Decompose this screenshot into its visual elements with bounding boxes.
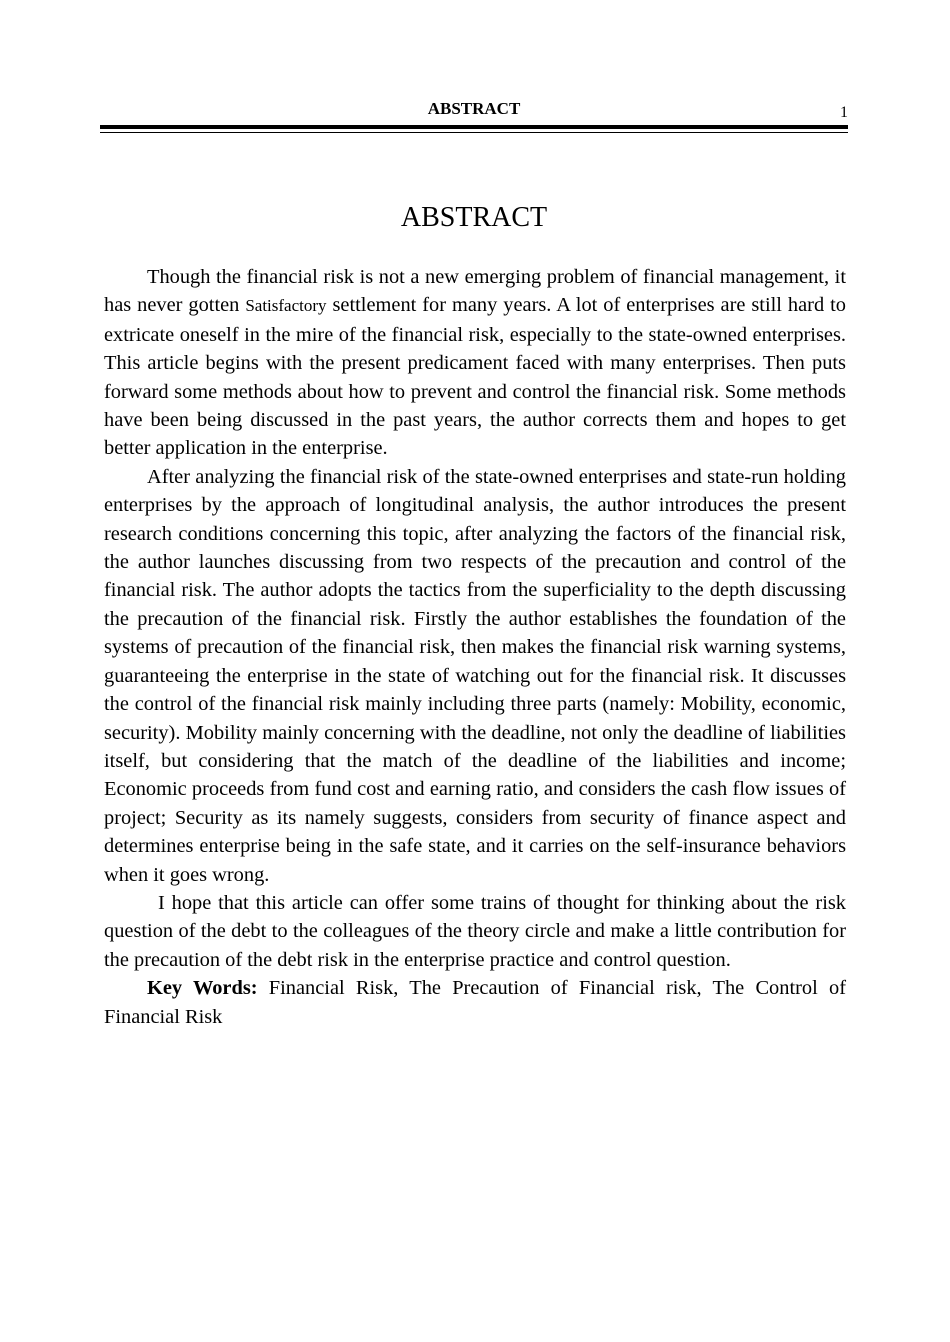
abstract-body bbox=[104, 263, 846, 1031]
header-rule-thin bbox=[100, 132, 848, 133]
page-number: 1 bbox=[840, 104, 848, 121]
abstract-paragraph-2: After analyzing the financial risk of the state-owned enterprises and state-run holding enterprises by the approach of longitudinal analysis, the author introduces the present research conditions concerning this topic, after analyzing the factors of the financial risk, the author launches discussing from two respects of the precaution and control of the financial risk. The author adopts the tactics from the superficiality to the depth discussing the precaution of the financial risk. Firstly the author establishes the foundation of the systems of precaution of the financial risk, then makes the financial risk warning systems, guaranteeing the enterprise in the state of watching out for the financial risk. It discusses the control of the financial risk mainly including three parts (namely: Mobility, economic, security). Mobility mainly concerning with the deadline, not only the deadline of liabilities itself, but considering that the match of the deadline of the liabilities and income; Economic proceeds from fund cost and earning ratio, and considers the cash flow issues of project; Security as its namely suggests, considers from security of finance aspect and determines enterprise being in the safe state, and it carries on the self-insurance behaviors when it goes wrong. bbox=[104, 465, 846, 886]
keywords-label: Key Words: bbox=[147, 977, 258, 1000]
page-header bbox=[100, 98, 848, 122]
running-title: ABSTRACT bbox=[427, 99, 521, 118]
paragraph-1-text-a: Though the financial risk is not a new emerging problem of financial management, it has never gotten bbox=[104, 266, 846, 317]
abstract-paragraph-3: I hope that this article can offer some trains of thought for thinking about the risk question of the debt to the colleagues of the theory circle and make a little contribution for the precaution of the debt risk in the enterprise practice and control question. bbox=[104, 891, 846, 971]
section-title: ABSTRACT bbox=[400, 202, 548, 233]
abstract-paragraph-1 bbox=[104, 263, 846, 463]
header-rule-thick bbox=[100, 125, 848, 129]
paragraph-1-text-b: settlement for many years. A lot of enterprises are still hard to extricate oneself in the mire of the financial risk, especially to the state-owned enterprises. This article begins with the present predicament faced with many enterprises. Then puts forward some methods about how to prevent and control the financial risk. Some methods have been being discussed in the past years, the author corrects them and hopes to get better application in the enterprise. bbox=[104, 294, 846, 460]
keywords-paragraph bbox=[104, 974, 846, 1031]
paragraph-1-small-word: Satisfactory bbox=[245, 296, 327, 316]
keywords-text: Financial Risk, The Precaution of Financial risk, The Control of Financial Risk bbox=[104, 977, 846, 1028]
